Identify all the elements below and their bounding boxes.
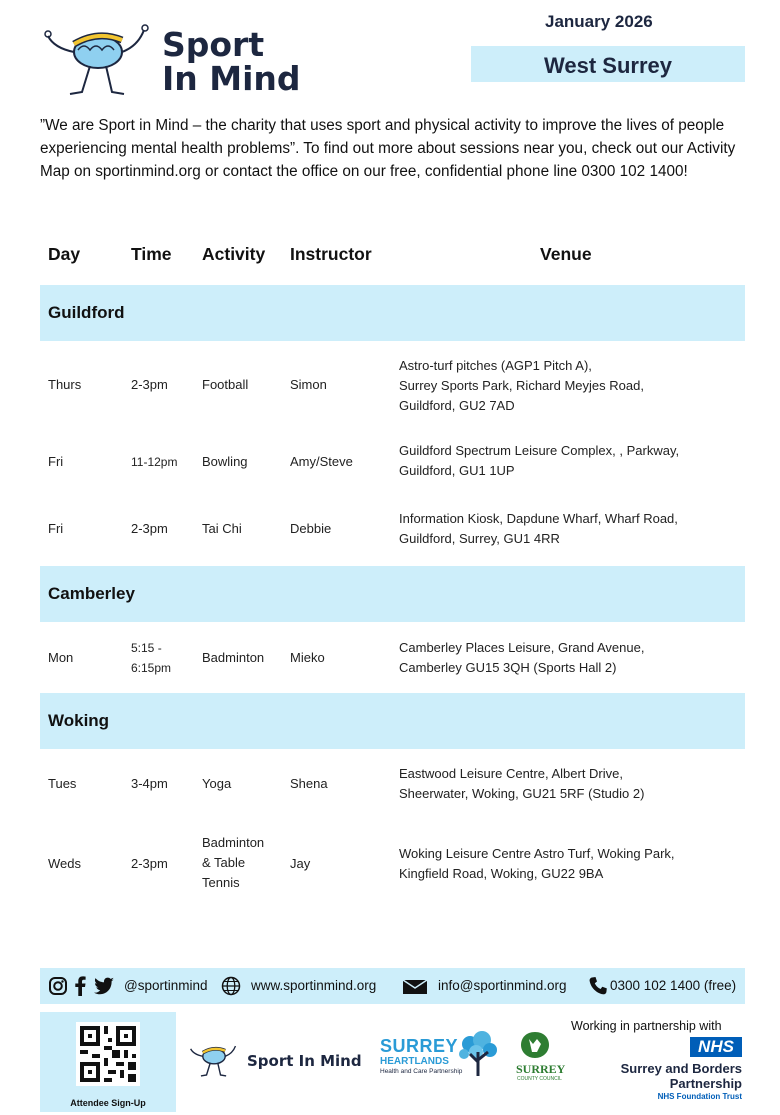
stag-emblem-icon	[518, 1030, 552, 1060]
section-band-camberley	[40, 566, 745, 622]
brain-mascot-icon	[38, 22, 158, 102]
cell-instructor: Simon	[290, 377, 327, 392]
facebook-icon[interactable]	[73, 976, 87, 996]
email-link[interactable]: info@sportinmind.org	[438, 978, 567, 993]
cell-instructor: Amy/Steve	[290, 454, 353, 469]
nhs-logo: NHS	[690, 1037, 742, 1057]
cell-venue: Woking Leisure Centre Astro Turf, Woking Park, Kingfield Road, Woking, GU22 9BA	[399, 846, 675, 881]
cell-day: Tues	[48, 776, 77, 791]
cell-day: Weds	[48, 856, 81, 871]
tree-icon	[456, 1030, 500, 1078]
section-band-guildford	[40, 285, 745, 341]
surrey-county-council-logo	[512, 1030, 568, 1086]
cell-venue: Astro-turf pitches (AGP1 Pitch A), Surrey Sports Park, Richard Meyjes Road, Guildford, GU2 7AD	[399, 358, 644, 413]
cell-time: 5:15 - 6:15pm	[131, 641, 172, 675]
social-handle[interactable]: @sportinmind	[124, 978, 208, 993]
globe-icon	[221, 976, 241, 996]
cell-activity: Yoga	[202, 776, 232, 791]
section-title: Camberley	[48, 584, 135, 603]
cell-venue: Information Kiosk, Dapdune Wharf, Wharf Road, Guildford, Surrey, GU1 4RR	[399, 511, 678, 546]
header-venue: Venue	[540, 244, 592, 264]
surrey-cc-name: SURREY	[516, 1062, 566, 1076]
surrey-heartlands-logo	[380, 1036, 500, 1086]
header-time: Time	[131, 244, 172, 264]
cell-time: 3-4pm	[131, 776, 168, 791]
qr-code-icon[interactable]	[76, 1022, 140, 1086]
cell-day: Fri	[48, 454, 64, 469]
footer-sport-in-mind-logo	[186, 1038, 242, 1089]
month-label: January 2026	[545, 12, 653, 31]
phone-number[interactable]: 0300 102 1400 (free)	[610, 978, 737, 993]
cell-time: 11-12pm	[131, 455, 178, 469]
phone-icon	[588, 976, 608, 996]
cell-instructor: Mieko	[290, 650, 325, 665]
sabp-name-line2: Partnership	[669, 1076, 742, 1091]
section-title: Guildford	[48, 303, 125, 322]
cell-activity: Tai Chi	[202, 521, 242, 536]
cell-instructor: Debbie	[290, 521, 332, 536]
region-title: West Surrey	[544, 53, 672, 78]
partnership-label: Working in partnership with	[571, 1019, 722, 1033]
cell-instructor: Jay	[290, 856, 311, 871]
envelope-icon	[402, 979, 428, 995]
footer-sport-in-mind-text: Sport In Mind	[247, 1052, 362, 1070]
twitter-icon[interactable]	[93, 977, 115, 995]
section-title: Woking	[48, 711, 110, 730]
cell-activity: Badminton	[202, 650, 265, 665]
cell-venue: Guildford Spectrum Leisure Complex, , Parkway, Guildford, GU1 1UP	[399, 443, 680, 478]
nhs-foundation-trust: NHS Foundation Trust	[657, 1092, 742, 1101]
cell-venue: Eastwood Leisure Centre, Albert Drive, Sheerwater, Woking, GU21 5RF (Studio 2)	[399, 766, 645, 801]
brain-mascot-small-icon	[186, 1038, 242, 1084]
cell-instructor: Shena	[290, 776, 328, 791]
header-activity: Activity	[202, 244, 266, 264]
cell-day: Mon	[48, 650, 74, 665]
cell-time: 2-3pm	[131, 521, 168, 536]
cell-venue: Camberley Places Leisure, Grand Avenue, Camberley GU15 3QH (Sports Hall 2)	[399, 640, 645, 675]
qr-signup-box[interactable]	[40, 1012, 176, 1112]
logo-wordmark: Sport In Mind	[162, 25, 301, 98]
contact-bar	[40, 968, 745, 1004]
cell-activity: Bowling	[202, 454, 248, 469]
cell-activity: Football	[202, 377, 249, 392]
website-link[interactable]: www.sportinmind.org	[251, 978, 377, 993]
surrey-heartlands-tag: Health and Care Partnership	[380, 1068, 463, 1075]
cell-activity: Badminton & Table Tennis	[202, 835, 265, 890]
cell-day: Fri	[48, 521, 64, 536]
intro-paragraph: ”We are Sport in Mind – the charity that uses sport and physical activity to improve the lives of people experiencing mental health problems”. To find out more about sessions near you, check out our Activity Map on sportinmind.org or contact the office on our free, confidential phone line 0300 102 1400!	[40, 117, 736, 180]
header-instructor: Instructor	[290, 244, 372, 264]
qr-caption: Attendee Sign-Up	[70, 1098, 146, 1108]
instagram-icon[interactable]	[48, 976, 68, 996]
surrey-cc-sub: COUNTY COUNCIL	[517, 1076, 562, 1082]
sabp-name-line1: Surrey and Borders	[620, 1061, 742, 1076]
header-day: Day	[48, 244, 81, 264]
cell-time: 2-3pm	[131, 377, 168, 392]
surrey-heartlands-name: SURREY	[380, 1036, 459, 1056]
cell-day: Thurs	[48, 377, 82, 392]
surrey-heartlands-sub: HEARTLANDS	[380, 1056, 449, 1067]
region-banner	[471, 46, 745, 82]
cell-time: 2-3pm	[131, 856, 168, 871]
section-band-woking	[40, 693, 745, 749]
